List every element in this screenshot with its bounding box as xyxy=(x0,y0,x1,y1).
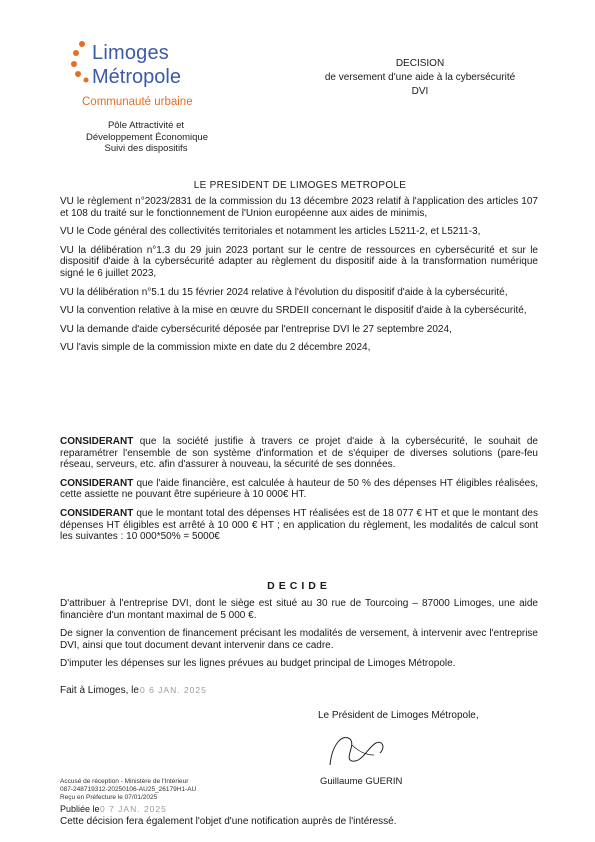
vu-clause: VU la demande d'aide cybersécurité déposée par l'entreprise DVI le 27 septembre 2024, xyxy=(60,323,452,335)
decision-subject: de versement d'une aide à la cybersécurité xyxy=(324,72,516,83)
fait-a-line: Fait à Limoges, le xyxy=(60,685,139,696)
decide-heading: DECIDE xyxy=(267,580,331,592)
considerant-lead: CONSIDERANT xyxy=(60,436,134,447)
considerant-text: que la société justifie à travers ce projet d'aide à la cybersécurité, le souhait de reparamétrer l'ensemble de son système d'information et de s'équiper de diverses solutions (pare-feu réseau, serveurs, etc. afin d'assurer à nouveau, la sécurité de ses données. xyxy=(60,436,538,471)
signatory-name: Guillaume GUERIN xyxy=(320,776,403,787)
signature-mark xyxy=(322,725,392,773)
signature-title: Le Président de Limoges Métropole, xyxy=(318,710,479,721)
vu-clauses xyxy=(60,196,538,361)
vu-clause: VU la délibération n°5.1 du 15 février 2024 relative à l'évolution du dispositif d'aide à la cybersécurité, xyxy=(60,286,508,298)
vu-clause: VU la convention relative à la mise en œuvre du SRDEII concernant le dispositif d'aide à la cybersécurité, xyxy=(60,305,527,317)
considerant-text: que le montant total des dépenses HT réalisées est de 18 077 € HT et que le montant des dépenses HT éligibles est arrêté à 10 000 € HT ; en application du règlement, les modalités de calcul sont les suivantes : 10 000*50% = 5000€ xyxy=(60,507,538,543)
acknowledgement-receipt xyxy=(60,778,196,802)
ack-line: Reçu en Préfecture le 07/01/2025 xyxy=(60,794,158,801)
published-label: Publiée le xyxy=(60,804,100,814)
logo-line1: Limoges xyxy=(92,42,169,64)
decision-title: DECISION xyxy=(395,58,445,69)
considerant-lead: CONSIDERANT xyxy=(60,507,134,519)
ack-line: Accusé de réception - Ministère de l'Intérieur xyxy=(60,778,189,785)
considerant-clauses xyxy=(60,436,538,550)
vu-clause: VU la délibération n°1.3 du 29 juin 2023 portant sur le centre de ressources en cybersécurité et sur le dispositif d'aide à la cybersécurité adapter au règlement du dispositif aide à la transformation numérique signé le 6 juillet 2023, xyxy=(60,244,538,279)
decision-company: DVI xyxy=(411,86,429,97)
department-line: Développement Économique xyxy=(86,131,208,143)
ack-line: 087-248719312-20250106-AU25_26179H1-AU xyxy=(60,786,197,793)
decision-item: De signer la convention de financement précisant les modalités de versement, à intervenir avec l'entreprise DVI, ainsi que tout document devant intervenir dans ce cadre. xyxy=(60,628,538,651)
considerant-clause xyxy=(60,436,538,471)
decision-item: D'imputer les dépenses sur les lignes prévues au budget principal de Limoges Métropole. xyxy=(60,658,456,670)
logo-subtitle: Communauté urbaine xyxy=(82,96,193,108)
department-label xyxy=(86,120,206,155)
considerant-clause xyxy=(60,508,538,543)
considerant-text: que l'aide financière, est calculée à hauteur de 50 % des dépenses HT éligibles réalisées, cette assiette ne pouvant être supérieure à 10 000€ HT. xyxy=(60,477,538,501)
department-line: Pôle Attractivité et xyxy=(107,120,185,131)
considerant-lead: CONSIDERANT xyxy=(60,477,134,489)
logo-dots-icon xyxy=(70,40,94,84)
considerant-clause xyxy=(60,478,538,501)
vu-clause: VU le Code général des collectivités territoriales et notamment les articles L5211-2, et L5211-3, xyxy=(60,226,481,238)
notification-text: Cette décision fera également l'objet d'une notification auprès de l'intéressé. xyxy=(60,816,397,827)
limoges-metropole-logo xyxy=(70,40,215,118)
president-heading: LE PRESIDENT DE LIMOGES METROPOLE xyxy=(193,180,407,191)
published-date-stamp: 0 7 JAN. 2025 xyxy=(100,804,167,814)
decision-item: D'attribuer à l'entreprise DVI, dont le siège est situé au 30 rue de Tourcoing – 87000 Limoges, une aide financière d'un montant maximal de 5 000 €. xyxy=(60,598,538,621)
logo-line2: Métropole xyxy=(92,66,181,88)
department-line: Suivi des dispositifs xyxy=(104,143,188,154)
vu-clause: VU l'avis simple de la commission mixte en date du 2 décembre 2024, xyxy=(60,342,371,354)
decision-header xyxy=(300,57,540,99)
decisions xyxy=(60,598,538,677)
date-stamp: 0 6 JAN. 2025 xyxy=(140,685,207,695)
vu-clause: VU le règlement n°2023/2831 de la commission du 13 décembre 2023 relatif à l'application des articles 107 et 108 du traité sur le fonctionnement de l'Union européenne aux aides de minimis, xyxy=(60,196,538,219)
